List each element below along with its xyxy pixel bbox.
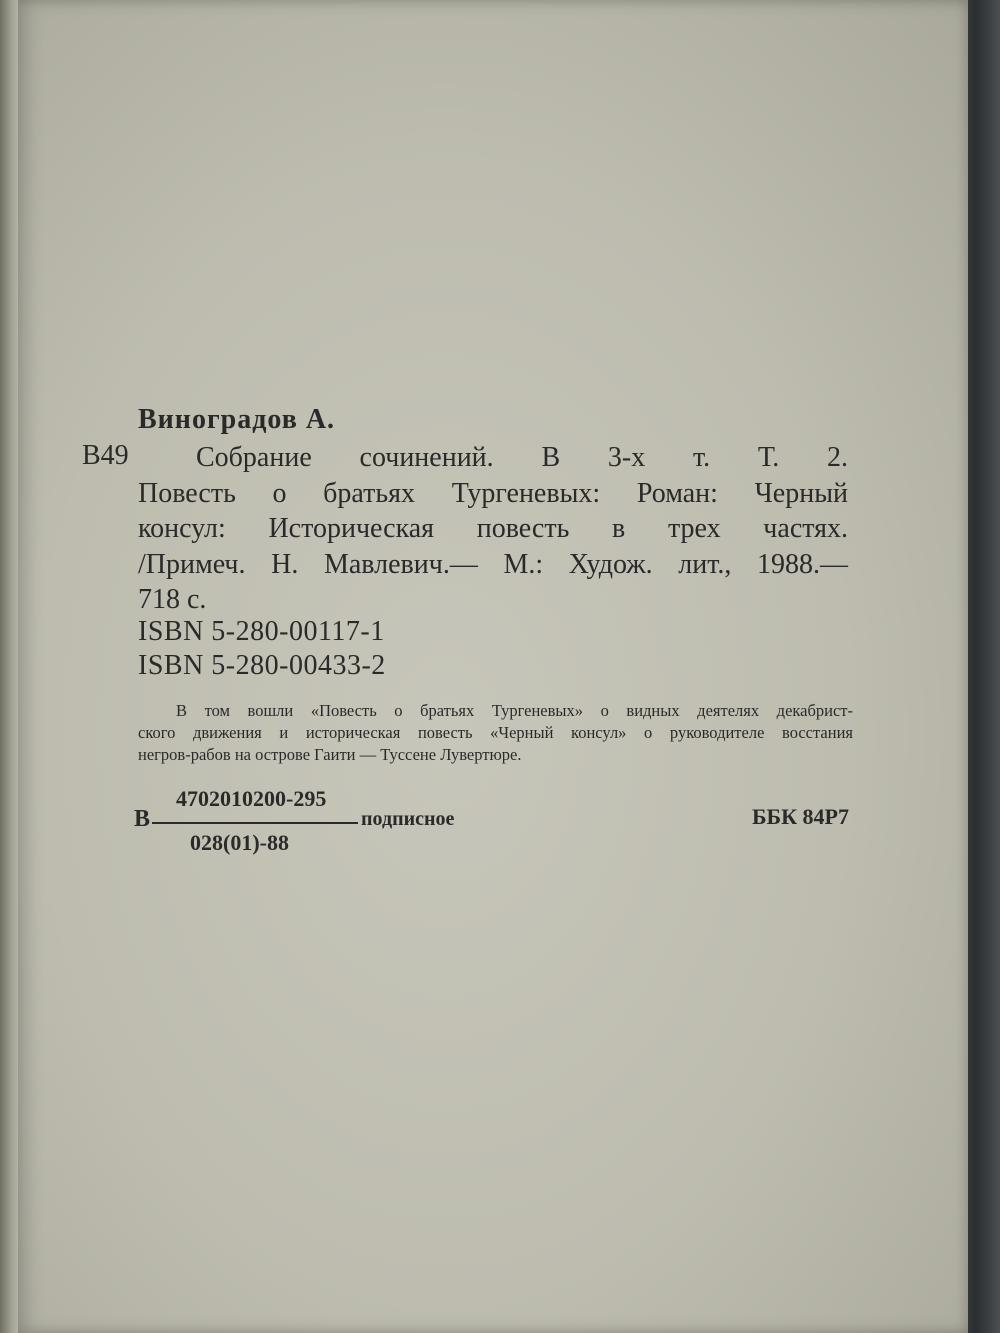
description-line: 718 с. [138,584,207,615]
book-page [18,0,968,1333]
isbn-list [138,615,386,683]
index-code: В49 [82,440,129,471]
isbn-number: ISBN 5-280-00117-1 [138,616,385,647]
description-line: /Примеч. Н. Мавлевич.— М.: Худож. лит., 1988.— [138,548,848,580]
description-line: Повесть о братьях Тургеневых: Роман: Черный [138,477,848,509]
description-line: Собрание сочинений. В 3-х т. Т. 2. [196,442,848,473]
isbn-number: ISBN 5-280-00433-2 [138,650,386,681]
annotation [138,700,853,766]
annotation-line: В том вошли «Повесть о братьях Тургеневых» о видных деятелях декабрист- [176,701,853,720]
description-line: консул: Историческая повесть в трех частях. [138,513,848,544]
annotation-line: негров-рабов на острове Гаити — Туссене Лувертюре. [138,745,522,764]
catalog-numerator: 4702010200-295 [176,786,327,811]
author-name: Виноградов А. [138,404,336,435]
catalog-letter: В [134,806,151,832]
subscription-label: подписное [361,808,455,830]
bbk-code: ББК 84Р7 [752,804,849,829]
catalog-fraction-rule [152,822,358,824]
bibliographic-description [138,440,848,618]
annotation-line: ского движения и историческая повесть «Черный консул» о руководителе восстания [138,723,853,742]
catalog-denominator: 028(01)-88 [190,830,289,855]
